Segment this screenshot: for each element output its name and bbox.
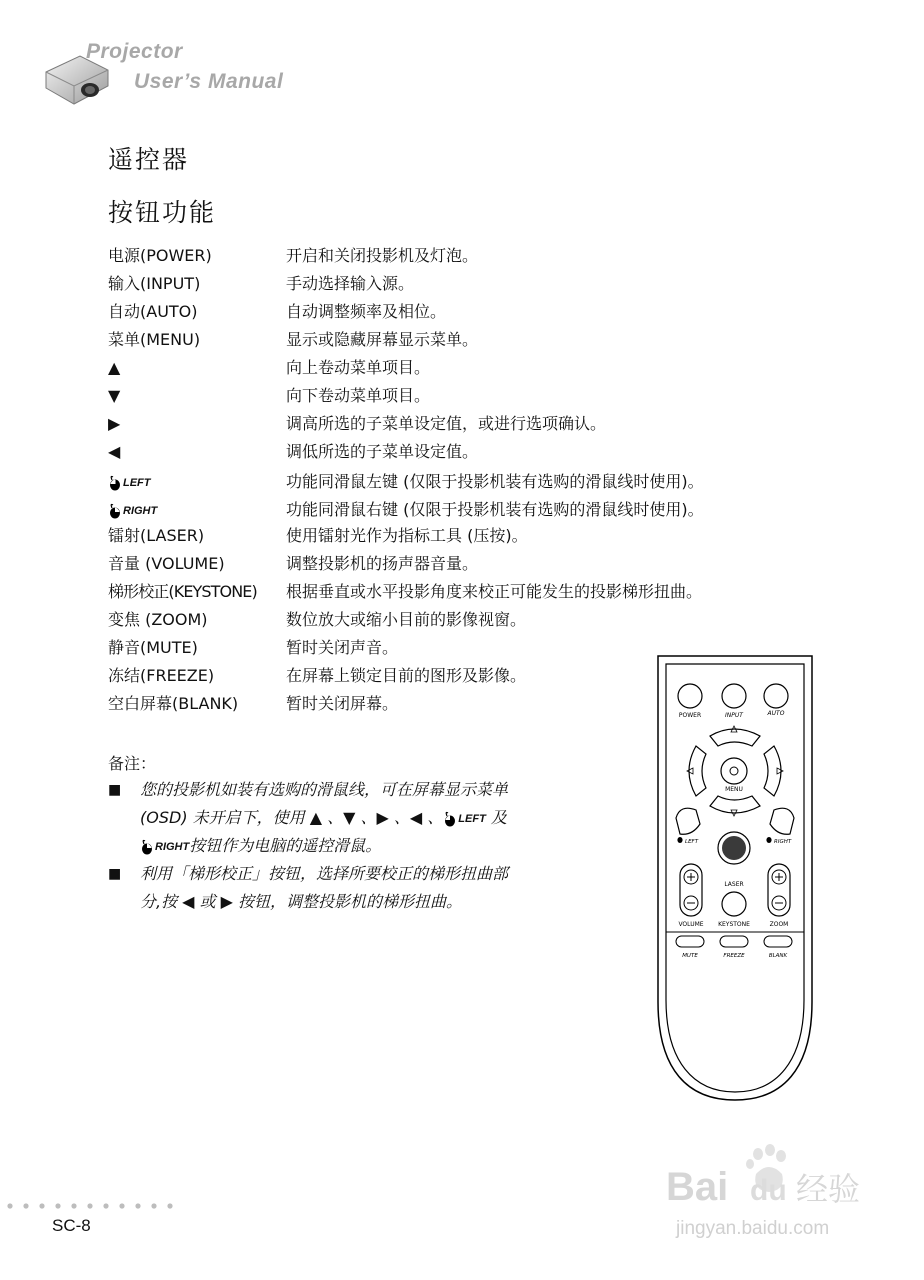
remote-label-laser: LASER: [724, 881, 744, 888]
remote-label-zoom: ZOOM: [769, 921, 789, 928]
note-text: LEFT: [458, 812, 486, 825]
note-text: RIGHT: [155, 840, 190, 853]
page-title: 遥控器: [108, 145, 190, 174]
note-text: 及: [485, 808, 507, 827]
mouse-right-icon: [140, 839, 154, 855]
function-key: 音量 (VOLUME): [108, 554, 225, 573]
page-number: SC-8: [52, 1216, 91, 1235]
mouse-left-icon: [443, 811, 457, 827]
remote-input-button: [722, 684, 746, 708]
function-desc: 向上卷动菜单项目。: [286, 358, 431, 377]
function-key: 变焦 (ZOOM): [108, 610, 208, 629]
header-title-projector: Projector: [86, 40, 183, 63]
mouse-right-icon: [108, 503, 122, 519]
function-key: RIGHT: [123, 504, 158, 517]
mouse-left-icon: [108, 475, 122, 491]
section-title: 按钮功能: [108, 198, 217, 227]
note-text: 分,按 ◀ 或 ▶ 按钮，调整投影机的梯形扭曲。: [140, 892, 463, 911]
function-desc: 调低所选的子菜单设定值。: [286, 442, 479, 461]
baidu-watermark: [666, 1140, 876, 1250]
bullet-square-icon: ■: [108, 782, 122, 798]
footer-dots-decoration: [6, 1200, 176, 1212]
function-key: 电源(POWER): [108, 246, 212, 265]
function-desc: 功能同滑鼠左键 (仅限于投影机装有选购的滑鼠线时使用)。: [286, 472, 704, 491]
function-key: 梯形校正(KEYSTONE): [108, 582, 257, 601]
remote-mute-button: [676, 936, 704, 947]
function-desc: 在屏幕上锁定目前的图形及影像。: [286, 666, 527, 685]
remote-label-left: LEFT: [685, 839, 699, 845]
function-desc: 调整投影机的扬声器音量。: [286, 554, 479, 573]
function-key: 镭射(LASER): [108, 526, 205, 545]
remote-label-power: POWER: [678, 712, 702, 719]
function-desc: 调高所选的子菜单设定值，或进行选项确认。: [286, 414, 607, 433]
watermark-url: jingyan.baidu.com: [676, 1218, 830, 1239]
function-desc: 根据垂直或水平投影角度来校正可能发生的投影梯形扭曲。: [286, 582, 703, 601]
right-arrow-icon: ▶: [108, 414, 121, 433]
down-arrow-icon: ▼: [108, 386, 121, 405]
function-desc: 显示或隐藏屏幕显示菜单。: [286, 330, 479, 349]
note-text: 按钮作为电脑的遥控滑鼠。: [189, 836, 382, 855]
remote-label-right: RIGHT: [774, 839, 792, 845]
function-desc: 向下卷动菜单项目。: [286, 386, 431, 405]
note-text: 利用「梯形校正」按钮，选择所要校正的梯形扭曲部: [140, 864, 509, 883]
header-title-users-manual: User’s Manual: [134, 70, 284, 93]
remote-label-input: INPUT: [725, 712, 743, 719]
remote-control-illustration: [652, 650, 818, 1106]
remote-power-button: [678, 684, 702, 708]
function-key: 静音(MUTE): [108, 638, 198, 657]
function-desc: 功能同滑鼠右键 (仅限于投影机装有选购的滑鼠线时使用)。: [286, 500, 704, 519]
remote-label-freeze: FREEZE: [723, 953, 745, 959]
remote-blank-button: [764, 936, 792, 947]
note-text: (OSD) 未开启下，使用 ▲ 、▼ 、▶ 、◀ 、: [140, 808, 444, 827]
remote-label-keystone: KEYSTONE: [718, 921, 750, 928]
function-key: LEFT: [123, 476, 151, 489]
remote-label-auto: AUTO: [767, 710, 785, 717]
function-desc: 开启和关闭投影机及灯泡。: [286, 246, 479, 265]
function-key: 输入(INPUT): [108, 274, 201, 293]
notes-heading: 备注：: [108, 754, 157, 773]
remote-label-menu: MENU: [725, 786, 743, 793]
function-desc: 自动调整频率及相位。: [286, 302, 447, 321]
remote-label-blank: BLANK: [768, 953, 788, 959]
watermark-brand: Bai: [666, 1165, 729, 1209]
remote-label-mute: MUTE: [682, 953, 698, 959]
note-text: 您的投影机如装有选购的滑鼠线，可在屏幕显示菜单: [140, 780, 509, 799]
remote-auto-button: [764, 684, 788, 708]
function-key: 冻结(FREEZE): [108, 666, 215, 685]
function-desc: 数位放大或缩小目前的影像视窗。: [286, 610, 527, 629]
function-key: 空白屏幕(BLANK): [108, 694, 239, 713]
watermark-cn: 经验: [796, 1170, 861, 1208]
remote-menu-button: [721, 758, 747, 784]
function-key: 自动(AUTO): [108, 302, 198, 321]
up-arrow-icon: ▲: [108, 358, 121, 377]
bullet-square-icon: ■: [108, 866, 122, 882]
watermark-brand2: du: [750, 1174, 787, 1207]
remote-keystone-button: [722, 892, 746, 916]
function-desc: 手动选择输入源。: [286, 274, 415, 293]
function-key: 菜单(MENU): [108, 330, 201, 349]
remote-label-volume: VOLUME: [678, 921, 704, 928]
function-desc: 使用镭射光作为指标工具 (压按)。: [286, 526, 528, 545]
function-desc: 暂时关闭声音。: [286, 638, 399, 657]
left-arrow-icon: ◀: [108, 442, 121, 461]
function-desc: 暂时关闭屏幕。: [286, 694, 399, 713]
remote-freeze-button: [720, 936, 748, 947]
